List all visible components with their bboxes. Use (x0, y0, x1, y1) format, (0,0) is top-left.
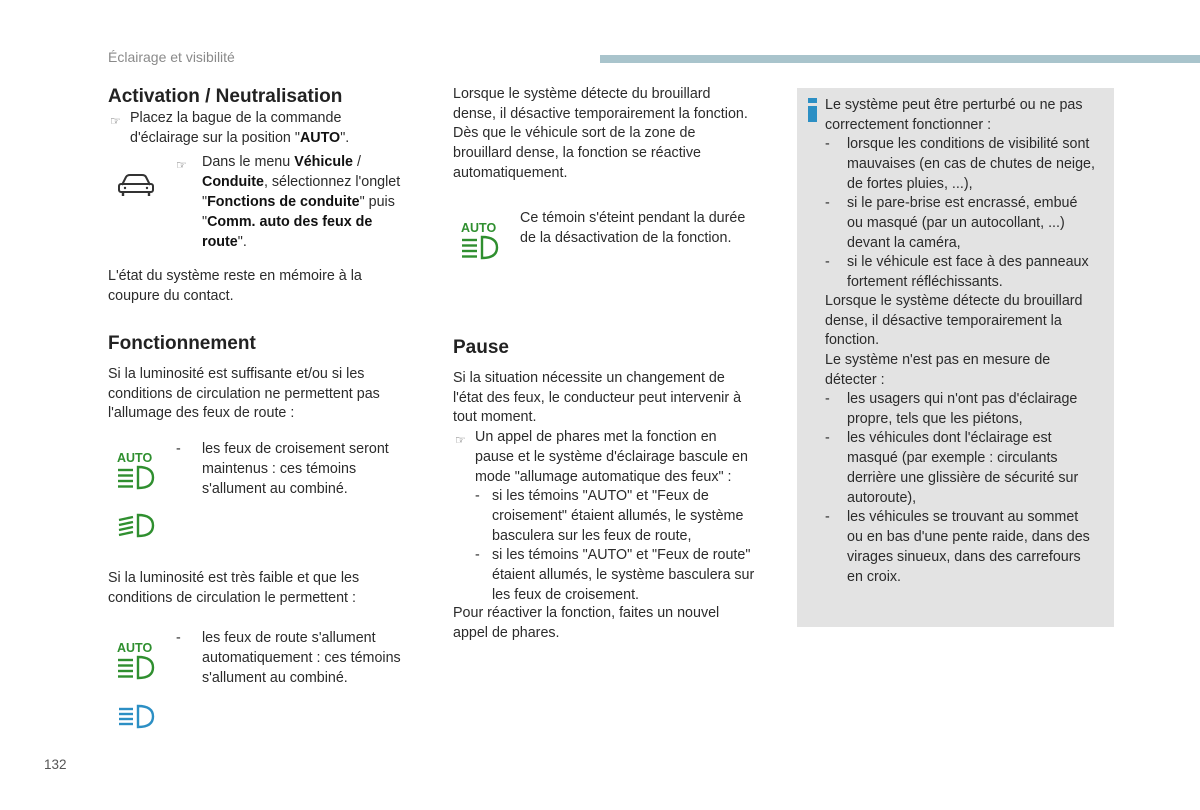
text-line: l'allumage des feux de route : (108, 405, 295, 422)
text-line: maintenus : ces témoins (202, 461, 357, 477)
info-item-windscreen (825, 194, 1110, 254)
text-line: si les témoins "AUTO" et "Feux de (492, 488, 709, 504)
text-line: Un appel de phares met la fonction en (475, 429, 717, 445)
hand-pointer-icon: ☞ (176, 158, 187, 172)
sub-bullet-dipped (475, 487, 775, 547)
text-line: automatiquement. (453, 164, 568, 181)
text-line: basculera sur les feux de route, (492, 528, 692, 544)
heading-pause: Pause (453, 337, 509, 358)
menu-instruction (176, 153, 416, 253)
text-line: brouillard dense, la fonction se réactive (453, 145, 701, 162)
text-line: Si la luminosité est très faible et que les (108, 570, 360, 586)
text-line: conditions de circulation ne permettent pas (108, 385, 380, 402)
text-line: les véhicules dont l'éclairage est (847, 430, 1052, 446)
car-icon (116, 172, 156, 198)
text-line: les usagers qui n'ont pas d'éclairage (847, 391, 1078, 407)
dash: - (475, 547, 480, 563)
text-line: virages sinueux, dans des carrefours (847, 549, 1081, 565)
text-line: "Comm. auto des feux de (202, 214, 373, 230)
text-line: étaient allumés, le système basculera sur (492, 567, 755, 583)
svg-text:AUTO: AUTO (117, 641, 153, 655)
text-line: s'allument au combiné. (202, 481, 348, 497)
dash: - (825, 430, 830, 446)
text-line: conditions de circulation le permettent : (108, 589, 356, 606)
info-item-signs (825, 253, 1110, 293)
heading-fonctionnement: Fonctionnement (108, 333, 256, 354)
text-line: croisement" étaient allumés, le système (492, 508, 744, 524)
svg-text:AUTO: AUTO (117, 451, 153, 465)
text-line: mauvaises (en cas de chutes de neige, (847, 156, 1095, 172)
text-line: correctement fonctionner : (825, 116, 992, 133)
text-line: route". (202, 234, 247, 250)
lamp-off-paragraph (520, 209, 745, 248)
dipped-beam-icon (117, 513, 157, 539)
text-line: Lorsque le système détecte du brouillard (453, 86, 711, 102)
text-line: fonction. (825, 332, 880, 349)
text-line: ou en bas d'une pente raide, dans des (847, 529, 1090, 545)
dash: - (825, 195, 830, 211)
sub-bullet-main (475, 546, 775, 606)
text-line: Dans le menu Véhicule / (202, 154, 361, 170)
text-line: automatiquement : ces témoins (202, 650, 401, 666)
hand-pointer-icon: ☞ (110, 114, 121, 128)
text-line: les feux de croisement seront (202, 441, 389, 457)
info-fog (825, 292, 1083, 391)
text-line: propre, tels que les piétons, (847, 411, 1023, 427)
section-title: Éclairage et visibilité (108, 49, 235, 65)
text-line: Pour réactiver la fonction, faites un nouvel (453, 605, 720, 621)
text-line: masqué (par exemple : circulants (847, 450, 1058, 466)
text-line: en croix. (847, 569, 902, 585)
text-line: appel de phares. (453, 624, 560, 641)
headlamp-flash-bullet (453, 428, 773, 488)
text-line: pause et le système d'éclairage bascule en (475, 449, 748, 465)
info-item-pedestrians (825, 390, 1110, 430)
pause-paragraph (453, 369, 741, 428)
auto-lighting-icon (116, 640, 158, 680)
info-item-slope (825, 508, 1110, 588)
text-line: Le système n'est pas en mesure de (825, 352, 1051, 369)
text-line: mode "allumage automatique des feux" : (475, 469, 732, 485)
auto-lighting-icon (460, 220, 502, 260)
text-line: les véhicules se trouvant au sommet (847, 509, 1079, 525)
text-line: Le système peut être perturbé ou ne pas (825, 97, 1083, 113)
bullet-auto-position (108, 109, 408, 149)
text-line: derrière une glissière de sécurité sur (847, 470, 1079, 486)
info-item-visibility (825, 135, 1110, 195)
text-line: les feux de croisement. (492, 587, 640, 603)
luminosity-paragraph-2 (108, 569, 359, 608)
text-line: l'état des feux, le conducteur peut intervenir à (453, 389, 742, 406)
text-line: dense, il désactive temporairement la (825, 312, 1062, 329)
heading-activation: Activation / Neutralisation (108, 86, 343, 107)
text-line: s'allument au combiné. (202, 670, 348, 686)
text-line: si les témoins "AUTO" et "Feux de route" (492, 547, 751, 563)
text-line: Ce témoin s'éteint pendant la durée (520, 210, 746, 226)
text-line: coupure du contact. (108, 287, 234, 304)
text-line: autoroute), (847, 490, 917, 506)
text-line: si le véhicule est face à des panneaux (847, 254, 1089, 270)
text-line: "Fonctions de conduite" puis (202, 194, 395, 210)
info-item-masked (825, 429, 1110, 509)
page-number: 132 (44, 757, 67, 772)
info-icon (808, 98, 817, 122)
text-line: Placez la bague de la commande (130, 110, 342, 126)
text-line: Si la luminosité est suffisante et/ou si les (108, 366, 365, 382)
dash: - (825, 136, 830, 152)
text-line: fortement réfléchissants. (847, 274, 1003, 290)
dash: - (825, 509, 830, 525)
text-line: Si la situation nécessite un changement de (453, 370, 725, 386)
header-bar (600, 55, 1200, 63)
text-line: si le pare-brise est encrassé, embué (847, 195, 1078, 211)
text-line: Conduite, sélectionnez l'onglet (202, 174, 401, 190)
text-line: détecter : (825, 371, 885, 388)
reactivate-paragraph (453, 604, 719, 643)
dash: - (176, 630, 181, 646)
dash: - (475, 488, 480, 504)
svg-text:AUTO: AUTO (461, 221, 497, 235)
info-intro (825, 96, 1083, 135)
text-line: devant la caméra, (847, 235, 961, 251)
text-line: tout moment. (453, 409, 537, 426)
hand-pointer-icon: ☞ (455, 433, 466, 447)
luminosity-paragraph-1 (108, 365, 380, 424)
text-line: d'éclairage sur la position "AUTO". (130, 130, 350, 146)
text-line: L'état du système reste en mémoire à la (108, 268, 362, 284)
main-beam-icon (117, 704, 157, 730)
text-line: Lorsque le système détecte du brouillard (825, 293, 1083, 309)
fog-paragraph (453, 85, 748, 184)
dash: - (176, 441, 181, 457)
dash: - (825, 391, 830, 407)
text-line: ou masqué (par un autocollant, ...) (847, 215, 1065, 231)
text-line: de la désactivation de la fonction. (520, 229, 732, 246)
text-line: les feux de route s'allument (202, 630, 376, 646)
text-line: dense, il désactive temporairement la fonction. (453, 105, 748, 122)
dash: - (825, 254, 830, 270)
text-line: lorsque les conditions de visibilité sont (847, 136, 1090, 152)
text-line: de fortes pluies, ...), (847, 176, 973, 192)
auto-lighting-icon (116, 450, 158, 490)
memory-paragraph (108, 267, 362, 306)
text-line: Dès que le véhicule sort de la zone de (453, 125, 696, 142)
